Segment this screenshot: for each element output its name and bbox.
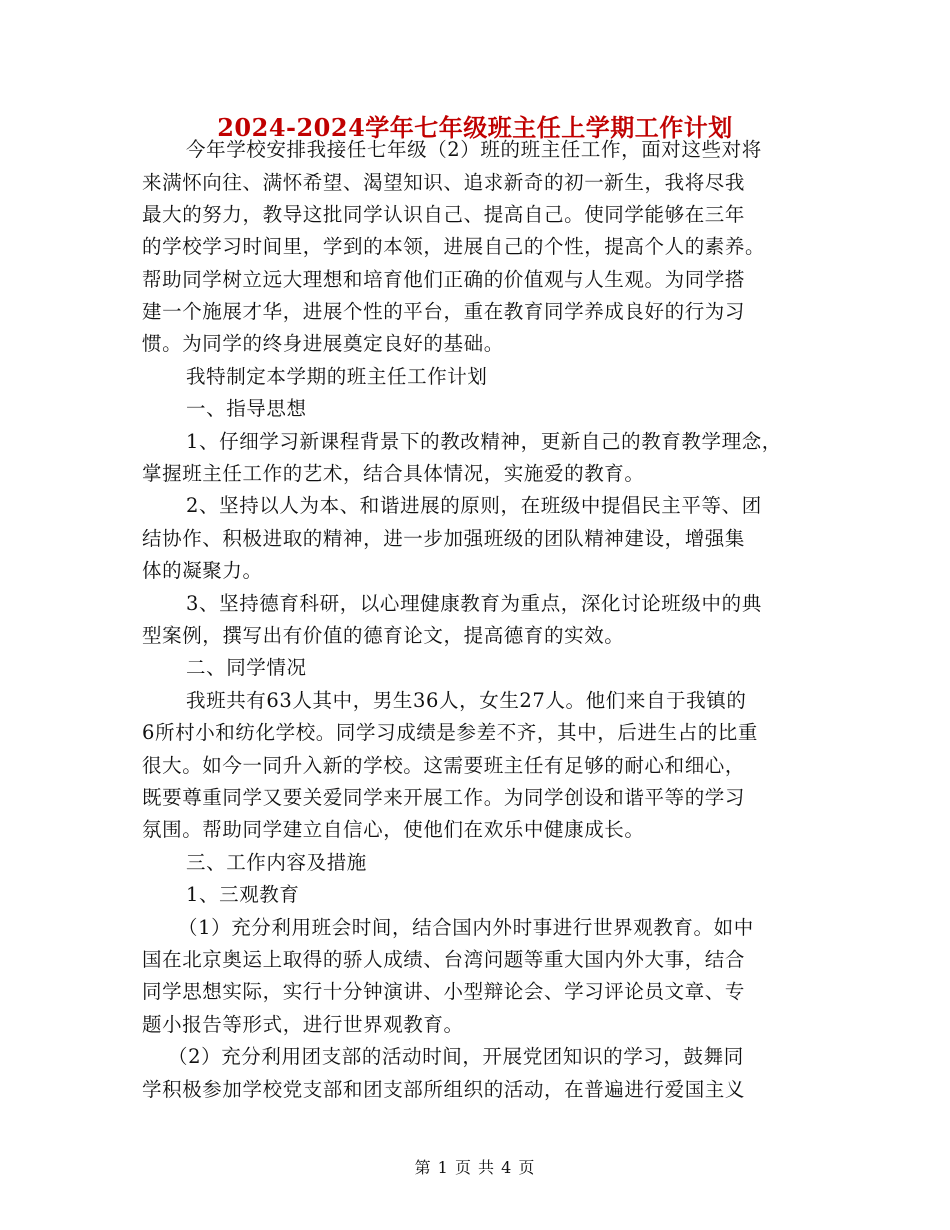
body-line: （2）充分利用团支部的活动时间，开展党团知识的学习，鼓舞同 (168, 1045, 744, 1068)
body-line: 同学思想实际，实行十分钟演讲、小型辩论会、学习评论员文章、专 (142, 980, 746, 1003)
body-line: 题小报告等形式，进行世界观教育。 (142, 1013, 464, 1036)
page-footer: 第 1 页 共 4 页 (414, 1158, 536, 1177)
body-line: 6所村小和纺化学校。同学习成绩是参差不齐，其中，后进生占的比重 (142, 721, 759, 744)
section-heading: 三、工作内容及措施 (186, 851, 367, 874)
body-line: 1、仔细学习新课程背景下的教改精神，更新自己的教育教学理念， (186, 430, 782, 453)
body-line: 既要尊重同学又要关爱同学来开展工作。为同学创设和谐平等的学习 (142, 786, 746, 809)
body-line: 氛围。帮助同学建立自信心，使他们在欢乐中健康成长。 (142, 818, 645, 841)
body-line: 结协作、积极进取的精神，进一步加强班级的团队精神建设，增强集 (142, 527, 746, 550)
body-line: 我班共有63人其中，男生36人，女生27人。他们来自于我镇的 (186, 689, 747, 712)
body-line: 今年学校安排我接任七年级（2）班的班主任工作，面对这些对将 (186, 138, 762, 161)
body-line: 帮助同学树立远大理想和培育他们正确的价值观与人生观。为同学搭 (142, 268, 746, 291)
body-line: （1）充分利用班会时间，结合国内外时事进行世界观教育。如中 (178, 916, 754, 939)
body-line: 惯。为同学的终身进展奠定良好的基础。 (142, 332, 504, 355)
body-line: 我特制定本学期的班主任工作计划 (186, 365, 488, 388)
body-line: 2、坚持以人为本、和谐进展的原则，在班级中提倡民主平等、团 (186, 494, 762, 517)
section-heading: 二、同学情况 (186, 656, 307, 679)
body-line: 很大。如今一同升入新的学校。这需要班主任有足够的耐心和细心， (142, 754, 746, 777)
body-line: 学积极参加学校党支部和团支部所组织的活动，在普遍进行爱国主义 (142, 1078, 746, 1101)
subsection-heading: 1、三观教育 (186, 883, 300, 906)
body-line: 掌握班主任工作的艺术，结合具体情况，实施爱的教育。 (142, 462, 645, 485)
body-line: 来满怀向往、满怀希望、渴望知识、追求新奇的初一新生，我将尽我 (142, 171, 746, 194)
body-line: 体的凝聚力。 (142, 559, 263, 582)
body-line: 最大的努力，教导这批同学认识自己、提高自己。使同学能够在三年 (142, 203, 746, 226)
body-line: 型案例，撰写出有价值的德育论文，提高德育的实效。 (142, 624, 625, 647)
document-title: 2024-2024学年七年级班主任上学期工作计划 (217, 113, 733, 142)
section-heading: 一、指导思想 (186, 397, 307, 420)
body-line: 建一个施展才华，进展个性的平台，重在教育同学养成良好的行为习 (142, 300, 746, 323)
body-line: 3、坚持德育科研，以心理健康教育为重点，深化讨论班级中的典 (186, 592, 762, 615)
body-line: 国在北京奥运上取得的骄人成绩、台湾问题等重大国内外大事，结合 (142, 948, 746, 971)
body-line: 的学校学习时间里，学到的本领，进展自己的个性，提高个人的素养。 (142, 235, 766, 258)
